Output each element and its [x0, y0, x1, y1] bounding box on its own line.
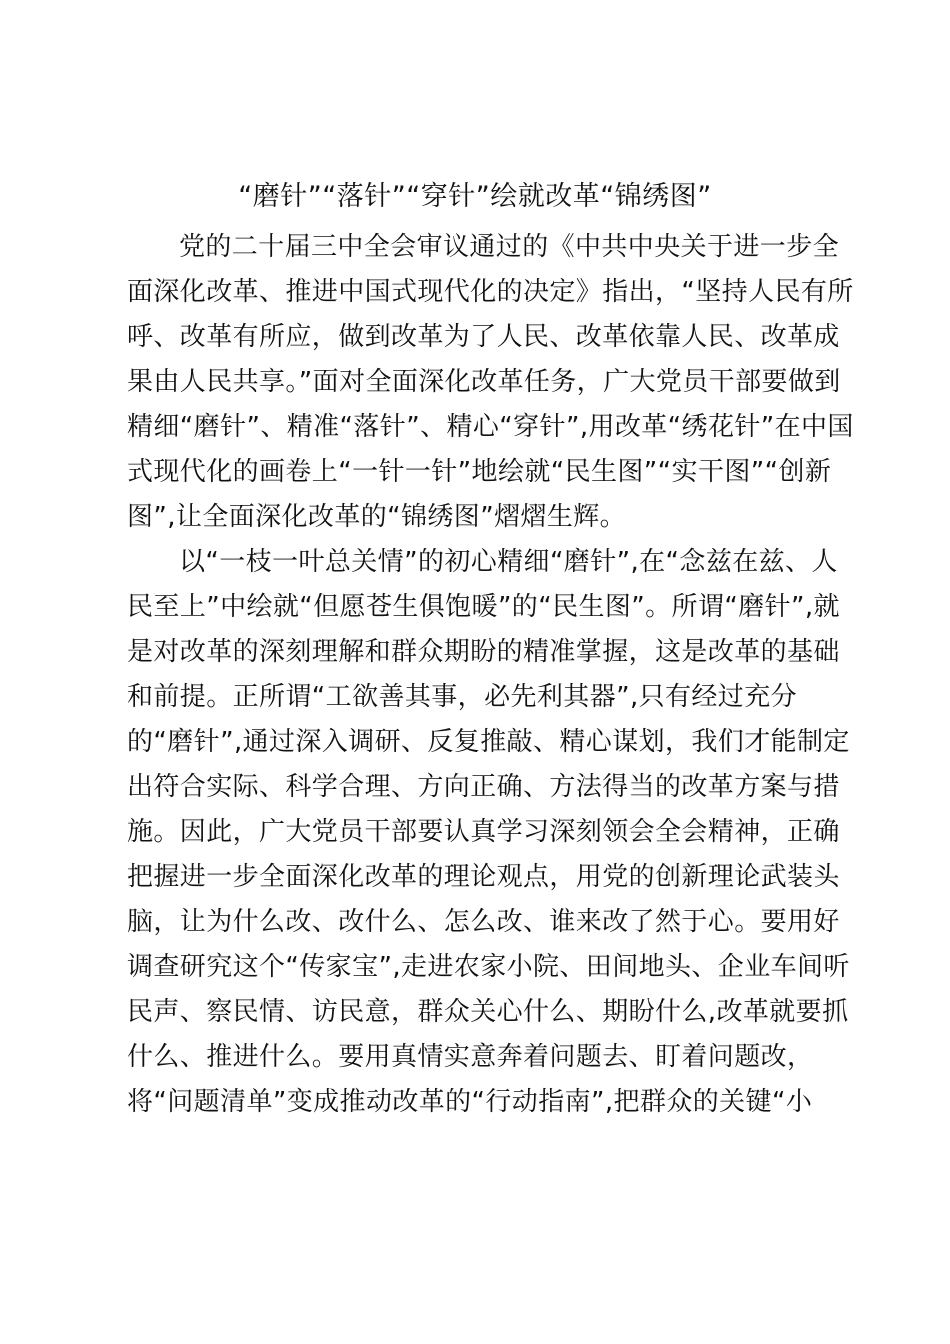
- paragraph-line: 呼、改革有所应，做到改革为了人民、改革依靠人民、改革成: [127, 322, 840, 352]
- paragraph-line: 精细“磨针”、精准“落针”、精心“穿针”,用改革“绣花针”在中国: [127, 412, 854, 442]
- paragraph-2: [127, 540, 850, 1125]
- paragraph-line: 是对改革的深刻理解和群众期盼的精准掌握，这是改革的基础: [127, 637, 840, 667]
- paragraph-line: 施。因此，广大党员干部要认真学习深刻领会全会精神，正确: [127, 817, 840, 847]
- paragraph-line: 脑，让为什么改、改什么、怎么改、谁来改了然于心。要用好: [127, 907, 840, 937]
- paragraph-line: 出符合实际、科学合理、方向正确、方法得当的改革方案与措: [127, 772, 840, 802]
- paragraph-line: 什么、推进什么。要用真情实意奔着问题去、盯着问题改，: [127, 1042, 814, 1072]
- paragraph-line: 和前提。正所谓“工欲善其事，必先利其器”,只有经过充分: [127, 682, 798, 712]
- paragraph-line: 式现代化的画卷上“一针一针”地绘就“民生图”“实干图”“创新: [127, 457, 832, 487]
- document-title: “磨针”“落针”“穿针”绘就改革“锦绣图”: [238, 181, 712, 212]
- paragraph-line: 民至上”中绘就“但愿苍生俱饱暖”的“民生图”。所谓“磨针”,就: [127, 592, 840, 622]
- paragraph-line: 图”,让全面深化改革的“锦绣图”熠熠生辉。: [127, 502, 627, 532]
- paragraph-line: 把握进一步全面深化改革的理论观点，用党的创新理论武装头: [127, 862, 840, 892]
- paragraph-line: 将“问题清单”变成推动改革的“行动指南”,把群众的关键“小: [127, 1087, 813, 1117]
- paragraph-line: 的“磨针”,通过深入调研、反复推敲、精心谋划，我们才能制定: [127, 727, 850, 757]
- paragraph-line: 民声、察民情、访民意，群众关心什么、期盼什么,改革就要抓: [127, 997, 849, 1027]
- document-body: [127, 225, 854, 1125]
- paragraph-1: [127, 225, 854, 540]
- paragraph-line: 党的二十届三中全会审议通过的《中共中央关于进一步全: [179, 232, 840, 262]
- paragraph-line: 以“一枝一叶总关情”的初心精细“磨针”,在“念兹在兹、人: [179, 547, 838, 577]
- paragraph-line: 果由人民共享。”面对全面深化改革任务，广大党员干部要做到: [127, 367, 841, 397]
- paragraph-line: 调查研究这个“传家宝”,走进农家小院、田间地头、企业车间听: [127, 952, 850, 982]
- paragraph-line: 面深化改革、推进中国式现代化的决定》指出，“坚持人民有所: [127, 277, 854, 307]
